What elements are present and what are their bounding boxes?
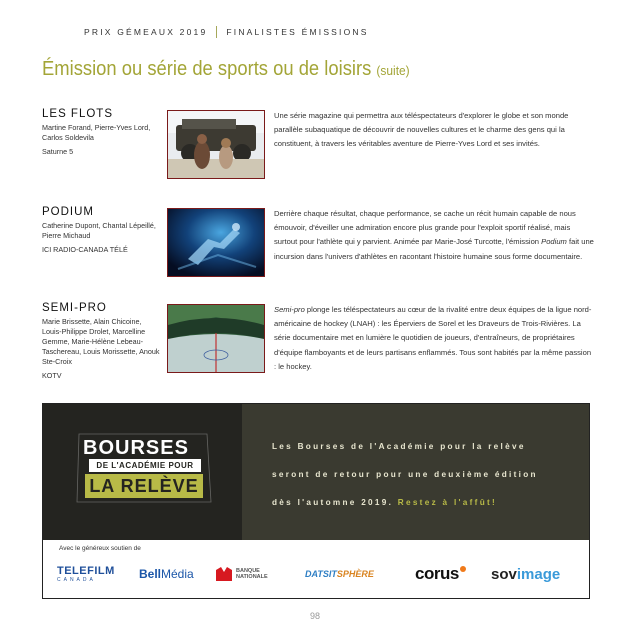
- finalist-network: ICI RADIO-CANADA TÉLÉ: [42, 245, 128, 254]
- corus-logo: corus: [415, 562, 466, 586]
- finalist-network: Saturne 5: [42, 147, 74, 156]
- show-title-italic: Semi-pro: [274, 305, 305, 314]
- finalist-credits: Catherine Dupont, Chantal Lépeillé, Pierre Michaud: [42, 221, 156, 240]
- page-number: 98: [309, 611, 320, 621]
- sovimage-logo: sov image: [491, 565, 561, 583]
- bourses-logo: [43, 404, 242, 541]
- finalist-credits: Martine Forand, Pierre-Yves Lord, Carlos Soldevila: [42, 123, 151, 142]
- header-event: PRIX GÉMEAUX 2019: [84, 27, 208, 37]
- bourses-line-1: Les Bourses de l'Académie pour la relève: [272, 442, 526, 451]
- finalist-info: [42, 302, 162, 381]
- page-header: [84, 26, 369, 38]
- finalist-description: Une série magazine qui permettra aux téléspectateurs d'explorer le globe et son monde parallèle subaquatique de découvrir de nouvelles cultures et le charme des gens qui la constituent, à travers les véritables aventure de Pierre-Yves Lord et ses invités.: [274, 111, 569, 149]
- bourses-logo-mid: DE L'ACADÉMIE POUR: [89, 459, 201, 472]
- header-divider: [216, 26, 217, 38]
- stay-tuned-highlight: Restez à l'affût!: [397, 498, 498, 507]
- finalist-name: SEMI-PRO: [42, 302, 107, 314]
- bourses-logo-shape-icon: [43, 404, 242, 541]
- bourses-message: [242, 404, 589, 541]
- beach-vehicle-photo-icon: [168, 111, 264, 178]
- bourses-line-3: dès l'automne 2019. Restez à l'affût!: [272, 498, 498, 507]
- banque-nationale-logo: BANQUE NATIONALE: [215, 562, 268, 586]
- finalist-info: [42, 206, 162, 255]
- category-title-suite: (suite): [376, 63, 410, 78]
- finalist-photo: [167, 110, 265, 179]
- category-title: [42, 58, 410, 81]
- finalist-photo: [167, 208, 265, 277]
- header-section: FINALISTES ÉMISSIONS: [226, 27, 369, 37]
- finalist-name: PODIUM: [42, 206, 94, 218]
- finalist-info: [42, 108, 162, 157]
- bourses-banner: [42, 403, 590, 542]
- bourses-logo-top: BOURSES: [83, 437, 189, 459]
- finalist-name: LES FLOTS: [42, 108, 113, 120]
- bell-media-logo: Bell Média: [139, 567, 194, 581]
- athlete-photo-icon: [168, 209, 264, 276]
- finalist-description: Derrière chaque résultat, chaque performance, se cache un récit humain capable de nous émouvoir, d'éveiller une admiration encore plus grande pour l'exploit sportif réalisé, mais surtout pour l'athlète qui y parvient. Animée par Marie-José Turcotte, l'émission Podium fait une incursion dans l'univers d'athlètes en racontant l'histoire humaine sous forme documentaire.: [274, 209, 594, 261]
- banque-nationale-icon: [215, 566, 233, 582]
- sponsors-label: Avec le généreux soutien de: [59, 545, 141, 552]
- show-title-italic: Podium: [541, 237, 567, 247]
- finalist-description: Semi-pro plonge les téléspectateurs au cœur de la rivalité entre deux équipes de la ligue nord-américaine de hockey (LNAH) : les Éperviers de Sorel et les Draveurs de Trois-Rivières. La série documentaire met en lumière le quotidien de joueurs, d'entraîneurs, de propriétaires d'équipe flamboyants et de leurs partisans enflammés. Tous sont habités par la même passion : le hockey.: [274, 305, 592, 371]
- finalist-network: KOTV: [42, 371, 62, 380]
- finalist-photo: [167, 304, 265, 373]
- bourses-logo-bottom: LA RELÈVE: [85, 474, 203, 498]
- datsitsphere-logo: DATSIT SPHÈRE: [305, 569, 374, 579]
- bourses-line-2: seront de retour pour une deuxième édition: [272, 470, 538, 479]
- finalist-credits: Marie Brissette, Alain Chicoine, Louis-Philippe Drolet, Marcelline Gemme, Marie-Hélène Lebeau-Taschereau, Louis Morissette, Anouk Ste-Croix: [42, 317, 160, 366]
- corus-dot-icon: [460, 566, 466, 572]
- telefilm-logo: TELEFILM CANADA: [57, 564, 115, 583]
- hockey-arena-photo-icon: [168, 305, 264, 372]
- category-title-main: Émission ou série de sports ou de loisirs: [42, 58, 372, 80]
- sponsors-bar: [42, 540, 590, 599]
